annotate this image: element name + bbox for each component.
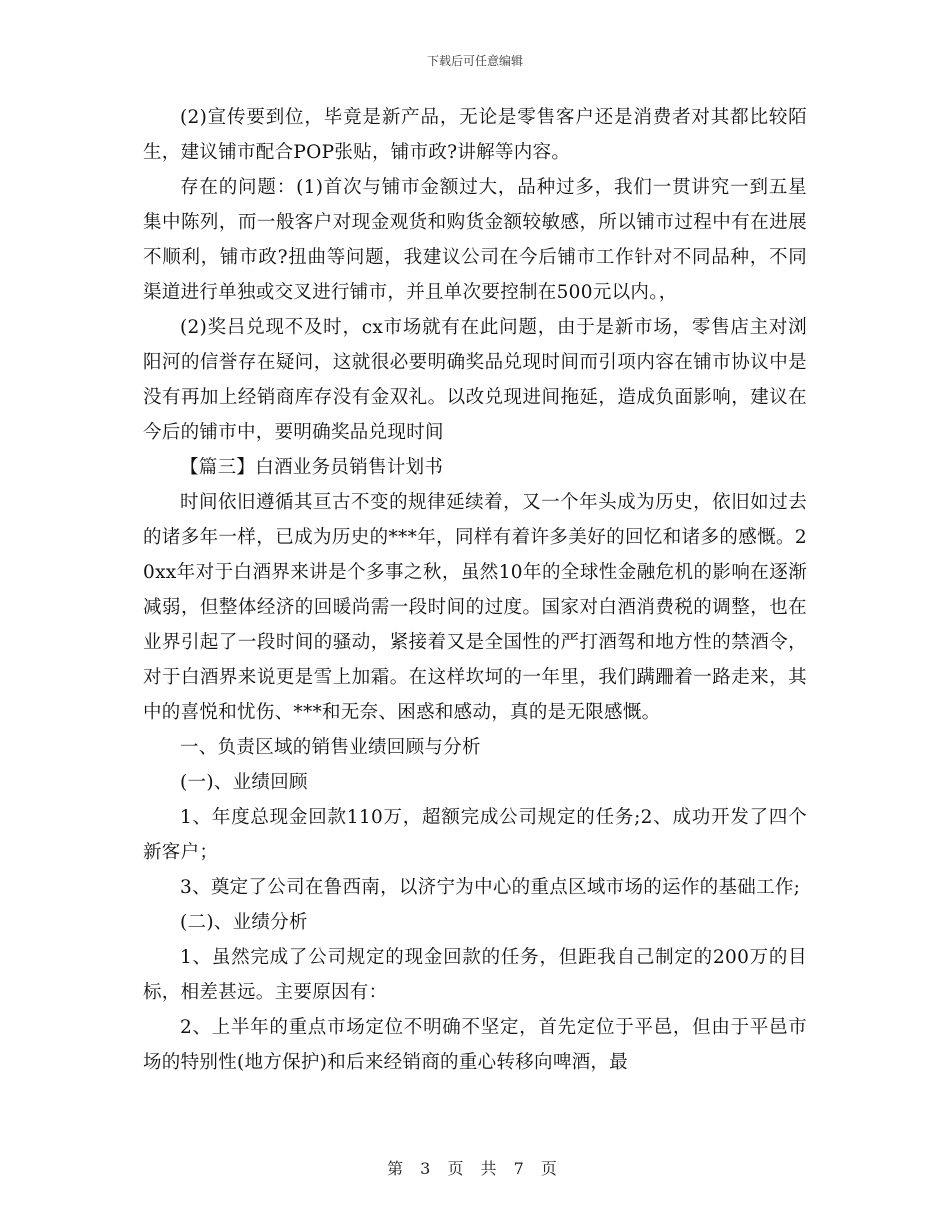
paragraph-intro: 时间依旧遵循其亘古不变的规律延续着，又一个年头成为历史，依旧如过去的诸多年一样，已成为历史的***年，同样有着许多美好的回忆和诸多的感慨。20xx年对于白酒界来讲是个多事之秋，虽然10年的全球性金融危机的影响在逐渐减弱，但整体经济的回暖尚需一段时间的过度。国家对白酒消费税的调整，也在业界引起了一段时间的骚动，紧接着又是全国性的严打酒驾和地方性的禁酒令，对于白酒界来说更是雪上加霜。在这样坎坷的一年里，我们蹒跚着一路走来，其中的喜悦和忧伤、***和无奈、困惑和感动，真的是无限感慨。 [143,492,807,723]
paragraph-foundation: 3、奠定了公司在鲁西南，以济宁为中心的重点区域市场的运作的基础工作; [180,877,801,898]
page-header: 下载后可任意编辑 [426,54,523,68]
paragraph-problems: 存在的问题：(1)首次与铺市金额过大，品种过多，我们一贯讲究一到五星集中陈列，而一般客户对现金观货和购货金额较敏感，所以铺市过程中有在进展不顺利，铺市政?扭曲等问题，我建议公司在今后铺市工作针对不同品种，不同渠道进行单独或交叉进行铺市，并且单次要控制在500元以内。， [143,177,807,303]
heading-sales-review: 一、负责区域的销售业绩回顾与分析 [180,737,481,758]
document-body [143,100,807,1080]
paragraph-market-positioning: 2、上半年的重点市场定位不明确不坚定，首先定位于平邑，但由于平邑市场的特别性(地方保护)和后来经销商的重心转移向啤酒，最 [143,1017,807,1073]
paragraph-promotion: (2)宣传要到位，毕竟是新产品，无论是零售客户还是消费者对其都比较陌生，建议铺市配合POP张贴，铺市政?讲解等内容。 [143,107,807,163]
paragraph-annual-collection: 1、年度总现金回款110万，超额完成公司规定的任务;2、成功开发了四个新客户； [143,807,807,863]
subheading-performance-analysis: (二)、业绩分析 [180,912,308,933]
page-footer: 第 3 页 共 7 页 [387,1159,563,1178]
subheading-performance-review: (一)、业绩回顾 [180,772,308,793]
paragraph-prize-redemption: (2)奖吕兑现不及时，cx市场就有在此问题，由于是新市场，零售店主对浏阳河的信誉存在疑问，这就很必要明确奖品兑现时间而引项内容在铺市协议中是没有再加上经销商库存没有金双礼。以改兑现进间拖延，造成负面影响，建议在今后的铺市中，要明确奖品兑现时间 [143,317,807,443]
section-title: 【篇三】白酒业务员销售计划书 [180,457,444,478]
paragraph-target-gap: 1、虽然完成了公司规定的现金回款的任务，但距我自己制定的200万的目标，相差甚远。主要原因有： [143,947,807,1003]
